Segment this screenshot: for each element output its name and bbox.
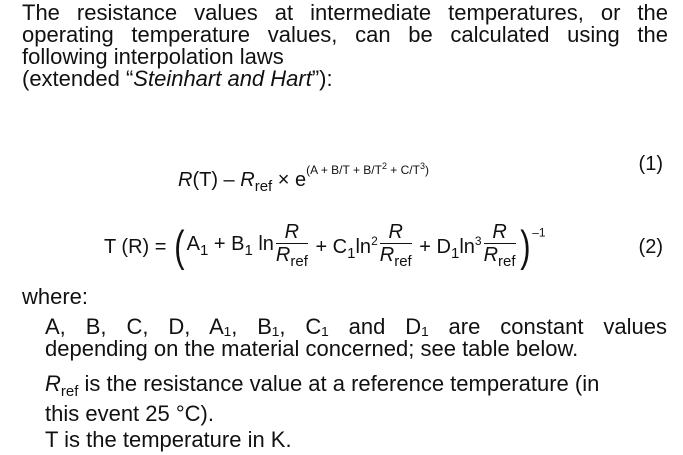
equation-1-number: (1) bbox=[638, 153, 663, 175]
where-label: where: bbox=[22, 284, 89, 309]
definition-t: T is the temperature in K. bbox=[45, 427, 292, 452]
intro-paragraph bbox=[22, 2, 668, 90]
intro-line-2: operating temperature values, can be calculated using the bbox=[22, 22, 668, 47]
intro-line-4: (extended “Steinhart and Hart”): bbox=[22, 66, 333, 91]
definition-constants: A, B, C, D, A₁, B₁, C₁ and D₁ are constant values depending on the material concerned; see table below. bbox=[45, 314, 667, 361]
equation-2: T (R) = ( $A_1 + B_1$ ln $\frac{R}{R_{ref}}$ + $C_1\ln^2$ $\frac{R}{R_{ref}}$ + $D_1\ln^3$ $\frac{R}{R_{ref}}$ ) $^{-1}$ bbox=[104, 221, 546, 271]
fraction-2: $\frac{R}{R_{ref}}$ bbox=[379, 221, 412, 270]
exponent: (A + B/T + B/T2 + C/T3) bbox=[306, 161, 429, 177]
intro-line-3: following interpolation laws bbox=[22, 44, 284, 69]
fraction-1: $\frac{R}{R_{ref}}$ bbox=[275, 221, 308, 270]
equation-2-number: (2) bbox=[638, 236, 663, 258]
definition-rref: $R_{ref}$ is the resistance value at a reference temperature (in this event 25 °C). bbox=[45, 371, 600, 426]
intro-line-1: The resistance values at intermediate temperatures, or the bbox=[22, 0, 668, 25]
equation-1: $R(T) - R_{ref} \times e^{(A + B/T + B/T^2 + C/T^3)}$ bbox=[178, 161, 429, 195]
fraction-3: $\frac{R}{R_{ref}}$ bbox=[483, 221, 516, 270]
